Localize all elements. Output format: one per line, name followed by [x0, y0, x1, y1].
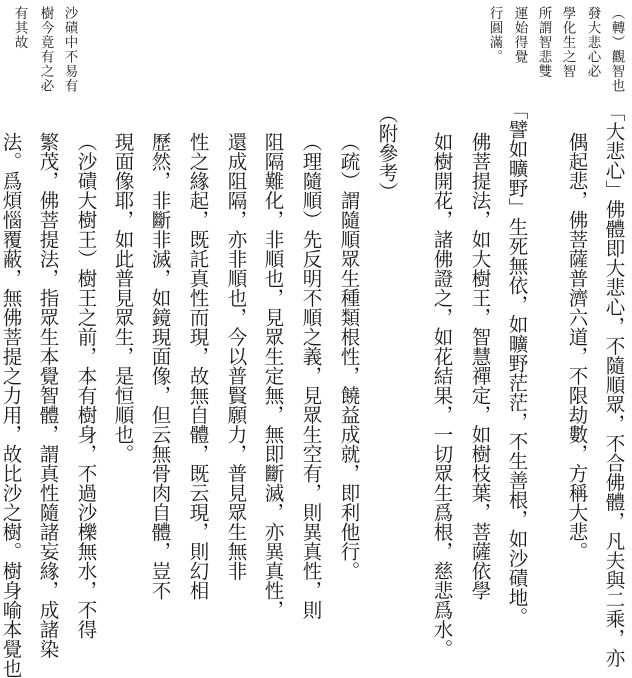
text-column-15: 法。爲煩惱覆蔽，無佛菩提之力用，故比沙之樹。樹身喻本覺也 [0, 132, 23, 678]
text-column-6: （疏）謂隨順眾生種類根性，饒益成就，即利他行。 [337, 132, 361, 581]
margin-note-18: 學化生之智 [559, 6, 576, 79]
margin-note-23: 樹今竟有之必 [37, 6, 54, 93]
text-column-4: 如樹開花，諸佛證之，如花結果，一切眾生爲根，慈悲爲水。 [430, 132, 454, 659]
text-column-1: 偶起悲，佛菩薩普濟六道，不限劫數，方稱大悲。 [565, 132, 589, 561]
text-column-7: （理隨順）先反明不順之義，見眾生空有，則異真性，則 [299, 132, 323, 620]
margin-note-20: 運始得覺 [511, 6, 528, 64]
text-column-14: 繁茂，佛菩提法，指眾生本覺智體，謂真性隨諸妄緣，成諸染 [36, 132, 60, 659]
text-column-12: 現面像耶，如此普見眾生，是恒順也。 [111, 132, 135, 464]
text-column-3: 佛菩提法，如大樹王，智慧禪定，如樹枝葉，菩薩依學 [468, 132, 492, 600]
text-column-9: 還成阻隔，亦非順也，今以普賢願力，普見眾生無非 [224, 132, 248, 581]
margin-note-19: 所謂智悲雙 [535, 6, 552, 79]
text-column-10: 性之緣起，既託真性而現，故無自體，既云現，則幻相 [186, 132, 210, 600]
text-column-2: 「譬如曠野」生死無依，如曠野茫茫，不生善根，如沙磧地。 [505, 100, 529, 627]
text-column-5: （附參考） [375, 104, 399, 202]
margin-note-16: （轉）觀智也 [608, 6, 625, 93]
text-column-11: 歷然，非斷非滅，如鏡現面像，但云無骨肉自體，豈不 [148, 132, 172, 600]
text-column-0: 「大悲心」佛體即大悲心，不隨順眾，不合佛體，凡夫與二乘，亦 [602, 102, 626, 668]
text-column-13: （沙磧大樹王）樹王之前，本有樹身，不過沙櫟無水，不得 [74, 132, 98, 639]
margin-note-24: 有其故 [11, 6, 28, 50]
margin-note-22: 沙磧中不易有 [61, 6, 78, 93]
margin-note-17: 發大悲心必 [584, 6, 601, 79]
text-column-8: 阻隔難化，非順也，見眾生定無，無即斷滅，亦異真性， [261, 132, 285, 620]
margin-note-21: 行圓滿。 [486, 6, 503, 64]
